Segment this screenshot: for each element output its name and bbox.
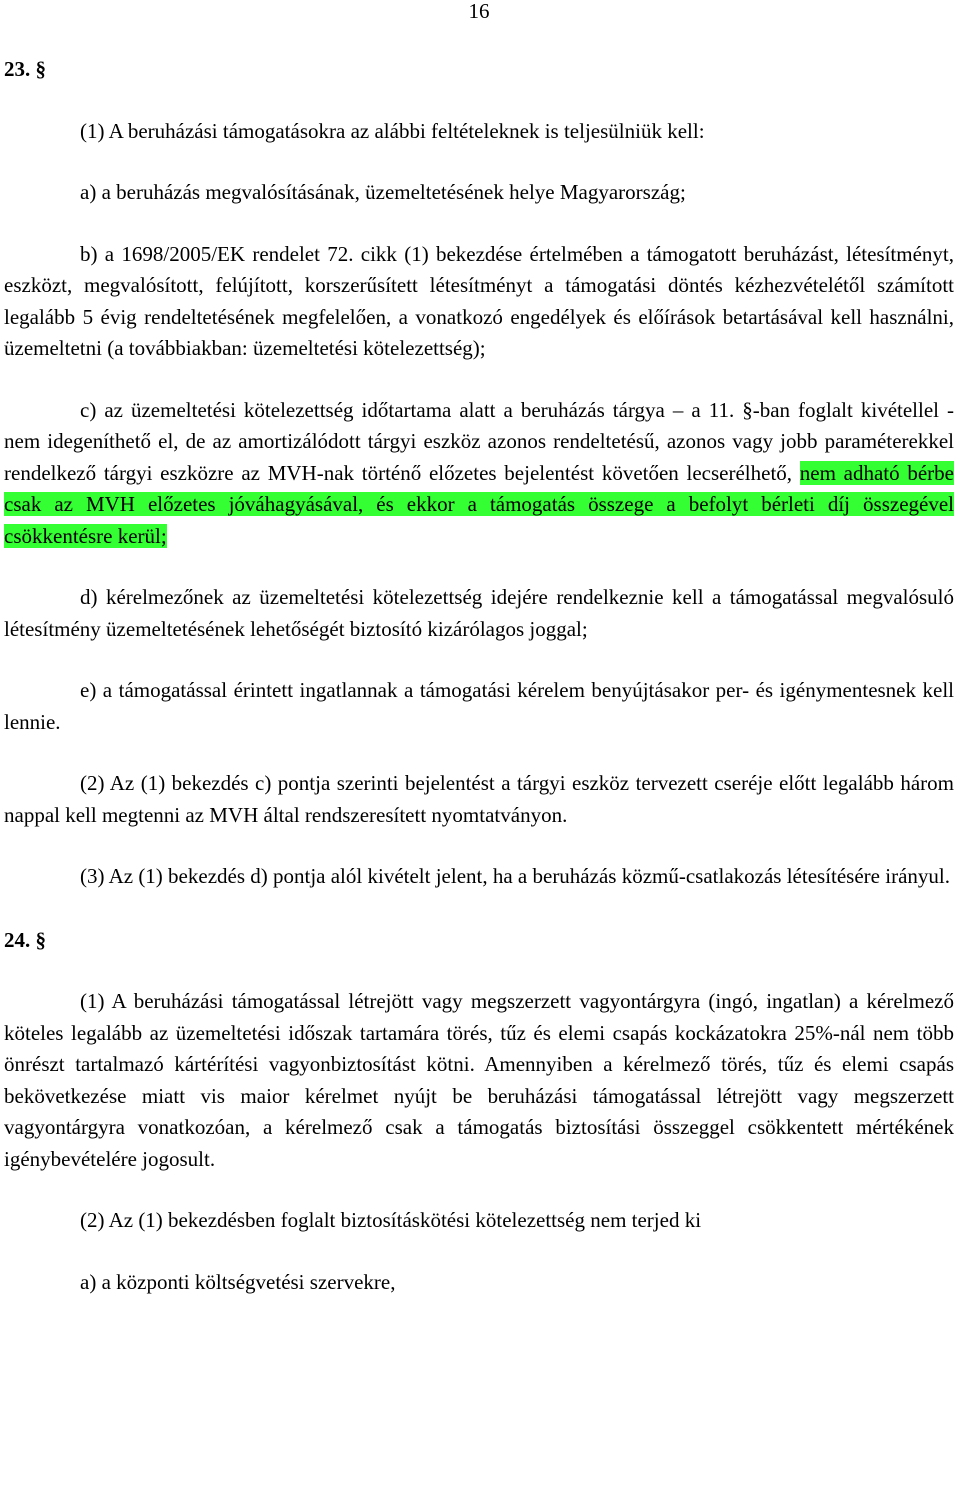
- section-24-para1: (1) A beruházási támogatással létrejött vagy megszerzett vagyontárgyra (ingó, ingatlan) a kérelmező köteles legalább az üzemeltetési időszak tartamára törés, tűz és elemi csapás kockázatokra 25%-nál nem több önrészt tartalmazó kártérítési vagyonbiztosítást kötni. Amennyiben a kérelmező törés, tűz és elemi csapás bekövetkezése miatt vis maior kérelmet nyújt be beruházási támogatással létrejött vagy megszerzett vagyontárgyra vonatkozóan, a kérelmező csak a támogatás biztosítási összeggel csökkentett mértékének igénybevételére jogosult.: [4, 989, 954, 1171]
- section-23-point-c: [4, 395, 954, 553]
- section-23-para1-intro: (1) A beruházási támogatásokra az alábbi feltételeknek is teljesülniük kell:: [80, 118, 705, 143]
- section-23-point-d: d) kérelmezőnek az üzemeltetési kötelezettség idejére rendelkeznie kell a támogatással megvalósuló létesítmény üzemeltetésének lehetőségét biztosító kizárólagos joggal;: [4, 585, 954, 641]
- section-23-para2: (2) Az (1) bekezdés c) pontja szerinti bejelentést a tárgyi eszköz tervezett cseréje előtt legalább három nappal kell megtenni az MVH által rendszeresített nyomtatványon.: [4, 771, 954, 827]
- section-24-para2-intro: (2) Az (1) bekezdésben foglalt biztosításkötési kötelezettség nem terjed ki: [80, 1208, 702, 1232]
- section-23-point-b: b) a 1698/2005/EK rendelet 72. cikk (1) bekezdése értelmében a támogatott beruházást, létesítményt, eszközt, megvalósított, felújított, korszerűsített létesítményt a támogatási döntés kézhezvételétől számított legalább 5 évig rendeltetésének megfelelően, a vonatkozó engedélyek és előírások betartásával kell használni, üzemeltetni (a továbbiakban: üzemeltetési kötelezettség);: [4, 241, 954, 360]
- section-24-title: 24. §: [4, 927, 46, 952]
- section-23-para3: (3) Az (1) bekezdés d) pontja alól kivételt jelent, ha a beruházás közmű-csatlakozás létesítésére irányul.: [80, 864, 950, 888]
- document-page: [4, 0, 954, 1298]
- section-23-point-a: a) a beruházás megvalósításának, üzemeltetésének helye Magyarország;: [80, 180, 686, 204]
- section-23-title: 23. §: [4, 57, 46, 81]
- section-24-point-a: a) a központi költségvetési szervekre,: [80, 1269, 396, 1294]
- section-23-point-e: e) a támogatással érintett ingatlannak a támogatási kérelem benyújtásakor per- és igénymentesnek kell lennie.: [4, 678, 954, 734]
- point-c-highlighted-text: nem adható bérbe csak az MVH előzetes jóváhagyásával, és ekkor a támogatás összege a befolyt bérleti díj összegével csökkentésre kerül;: [4, 460, 954, 548]
- page-number: 16: [468, 0, 490, 23]
- point-c-text: c) az üzemeltetési kötelezettség időtartama alatt a beruházás tárgya – a 11. §-ban foglalt kivétellel - nem idegeníthető el, de az amortizálódott tárgyi eszköz azonos rendeltetésű, azonos vagy jobb paraméterekkel rendelkező tárgyi eszközre az MVH-nak történő előzetes bejelentést követően lecserélhető,: [4, 397, 954, 485]
